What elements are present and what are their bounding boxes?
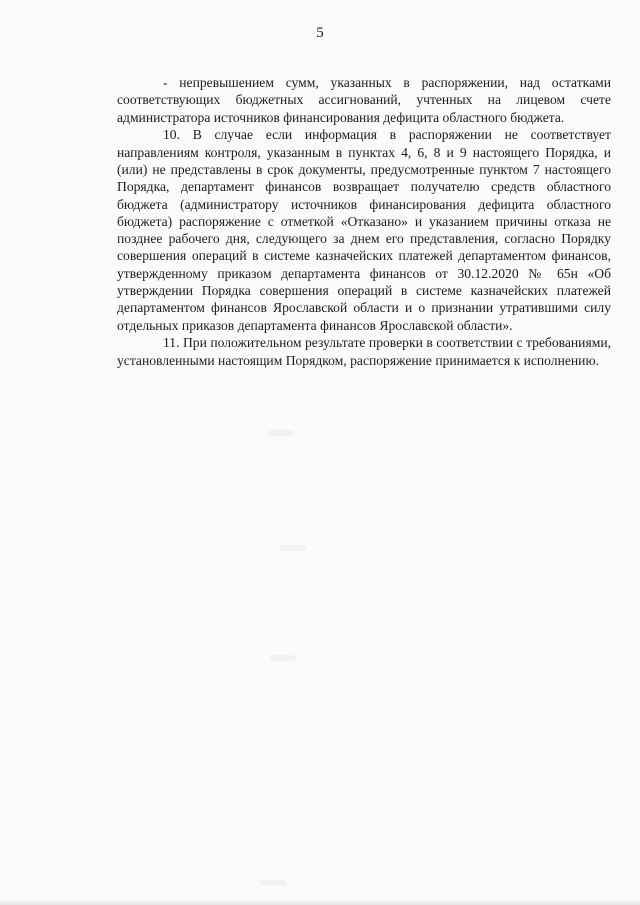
paragraph-item-10: 10. В случае если информация в распоряжении не соответствует направлениям контроля, указанным в пунктах 4, 6, 8 и 9 настоящего Порядка, и (или) не представлены в срок документы, предусмотренные пунктом 7 настоящего Порядка, департамент финансов возвращает получателю средств областного бюджета (администратору источников финансирования дефицита областного бюджета) распоряжение с отметкой «Отказано» и указанием причины отказа не позднее рабочего дня, следующего за днем его представления, согласно Порядку совершения операций в системе казначейских платежей департаментом финансов, утвержденному приказом департамента финансов от 30.12.2020 № 65н «Об утверждении Порядка совершения операций в системе казначейских платежей департаментом финансов Ярославской области и о признании утратившими силу отдельных приказов департамента финансов Ярославской области». bbox=[117, 127, 611, 333]
scan-artifact bbox=[270, 655, 296, 661]
scan-artifact bbox=[268, 430, 294, 436]
document-body bbox=[117, 74, 611, 369]
scan-artifact bbox=[260, 880, 286, 886]
paragraph-item-11: 11. При положительном результате проверки в соответствии с требованиями, установленными настоящим Порядком, распоряжение принимается к исполнению. bbox=[117, 335, 611, 368]
scan-artifact bbox=[280, 545, 306, 551]
paragraph-continuation: - непревышением сумм, указанных в распоряжении, над остатками соответствующих бюджетных ассигнований, учтенных на лицевом счете администратора источников финансирования дефицита областного бюджета. bbox=[117, 75, 611, 125]
scan-edge bbox=[0, 900, 640, 905]
page-number: 5 bbox=[316, 25, 324, 41]
